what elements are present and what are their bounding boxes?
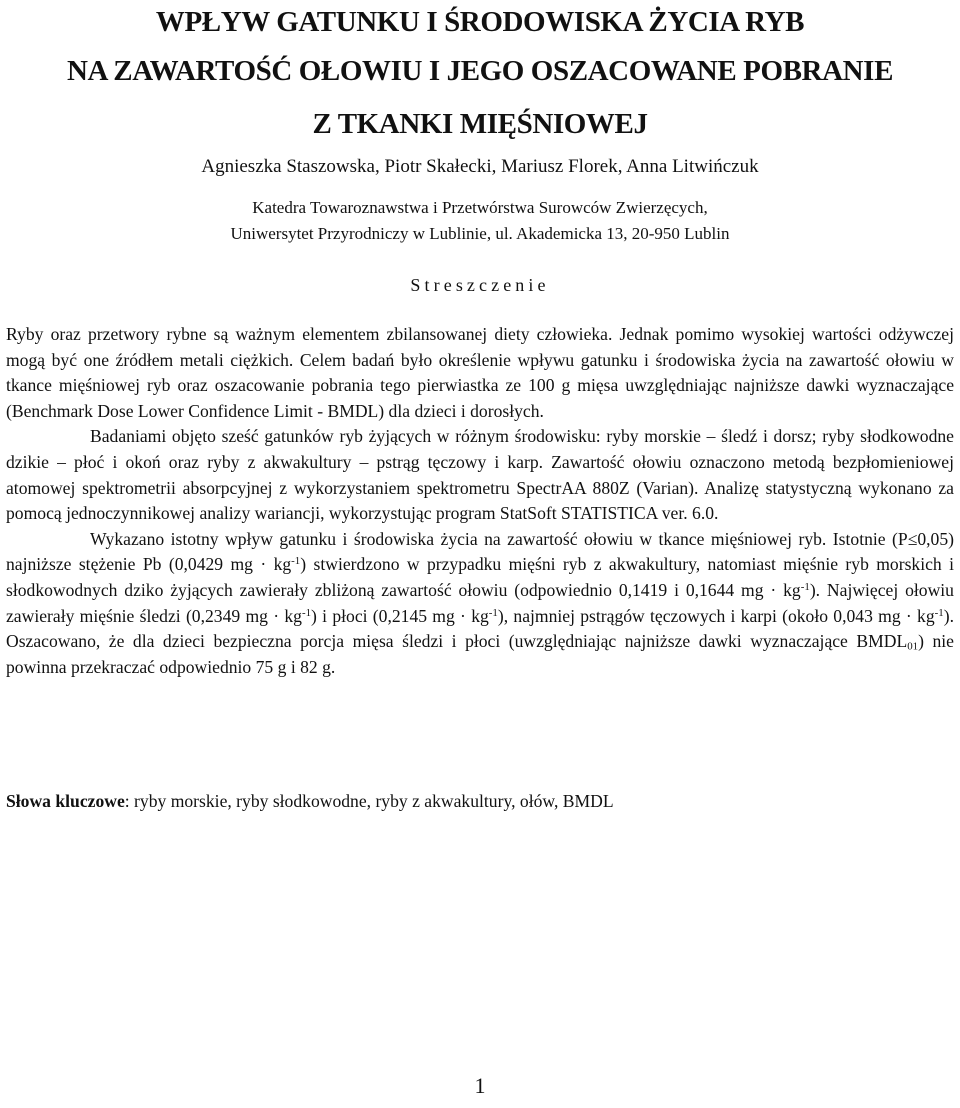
exponent: -1: [934, 606, 944, 619]
keywords-label: Słowa kluczowe: [6, 791, 125, 811]
affiliation-line-1: Katedra Towaroznawstwa i Przetwórstwa Surowców Zwierzęcych,: [252, 198, 708, 217]
abstract-p3-segment: ). Najwięcej ołowiu zawierały mięśnie śledzi (0,2349 mg · kg: [6, 579, 954, 626]
abstract-p3-segment: ) nie powinna przekraczać odpowiednio 75 g i 82 g.: [6, 631, 954, 677]
exponent: -1: [488, 606, 498, 619]
affiliation: [0, 195, 960, 247]
title-line-2: NA ZAWARTOŚĆ OŁOWIU I JEGO OSZACOWANE POBRANIE: [66, 55, 894, 87]
section-heading-abstract: Streszczenie: [410, 275, 550, 295]
abstract-p3-segment: Wykazano istotny wpływ gatunku i środowiska życia na zawartość ołowiu w tkance mięśniowej ryb. Istotnie (P≤0,05) najniższe stężenie Pb (0,0429 mg · kg: [6, 528, 954, 575]
bmdl-subscript: 01: [907, 640, 919, 653]
abstract-p3-segment: ), najmniej pstrągów tęczowych i karpi (około 0,043 mg · kg: [497, 605, 935, 626]
title-line-1: WPŁYW GATUNKU I ŚRODOWISKA ŻYCIA RYB: [155, 6, 805, 38]
title-line-3: Z TKANKI MIĘŚNIOWEJ: [312, 108, 648, 140]
abstract-paragraph-1: Ryby oraz przetwory rybne są ważnym elementem zbilansowanej diety człowieka. Jednak pomimo wysokiej wartości odżywczej mogą być one źródłem metali ciężkich. Celem badań było określenie wpływu gatunku i środowiska życia na zawartość ołowiu w tkance mięśniowej ryb oraz oszacowanie pobrania tego pierwiastka ze 100 g mięsa uwzględniając najniższe dawki wyznaczające (Benchmark Dose Lower Confidence Limit - BMDL) dla dzieci i dorosłych.: [6, 324, 954, 421]
page-number: 1: [474, 1073, 486, 1098]
authors: Agnieszka Staszowska, Piotr Skałecki, Mariusz Florek, Anna Litwińczuk: [201, 156, 759, 177]
keywords-text: : ryby morskie, ryby słodkowodne, ryby z akwakultury, ołów, BMDL: [124, 791, 614, 811]
exponent: -1: [800, 580, 810, 593]
keywords: [6, 788, 954, 814]
abstract-p3-segment: ) stwierdzono w przypadku mięśni ryb z akwakultury, natomiast mięśnie ryb morskich i słodkowodnych dziko żyjących zawierały zbliżoną zawartość ołowiu (odpowiednio 0,1419 i 0,1644 mg · kg: [6, 554, 954, 600]
abstract-paragraph-3: [6, 527, 954, 681]
abstract-p3-segment: ) i płoci (0,2145 mg · kg: [311, 605, 489, 626]
abstract-body: [6, 322, 954, 680]
abstract-p3-segment: ). Oszacowano, że dla dzieci bezpieczna porcja mięsa śledzi i płoci (uwzględniając najniższe dawki wyznaczające BMDL: [6, 605, 955, 652]
abstract-paragraph-2: Badaniami objęto sześć gatunków ryb żyjących w różnym środowisku: ryby morskie – śledź i dorsz; ryby słodkowodne dzikie – płoć i okoń oraz ryby z akwakultury – pstrąg tęczowy i karp. Zawartość ołowiu oznaczono metodą bezpłomieniowej atomowej spektrometrii absorpcyjnej z wykorzystaniem spektrometru SpectrAA 880Z (Varian). Analizę statystyczną wykonano za pomocą jednoczynnikowej analizy wariancji, wykorzystując program StatSoft STATISTICA ver. 6.0.: [6, 426, 954, 524]
exponent: -1: [291, 555, 301, 568]
affiliation-line-2: Uniwersytet Przyrodniczy w Lublinie, ul. Akademicka 13, 20-950 Lublin: [230, 224, 730, 243]
exponent: -1: [301, 606, 312, 619]
